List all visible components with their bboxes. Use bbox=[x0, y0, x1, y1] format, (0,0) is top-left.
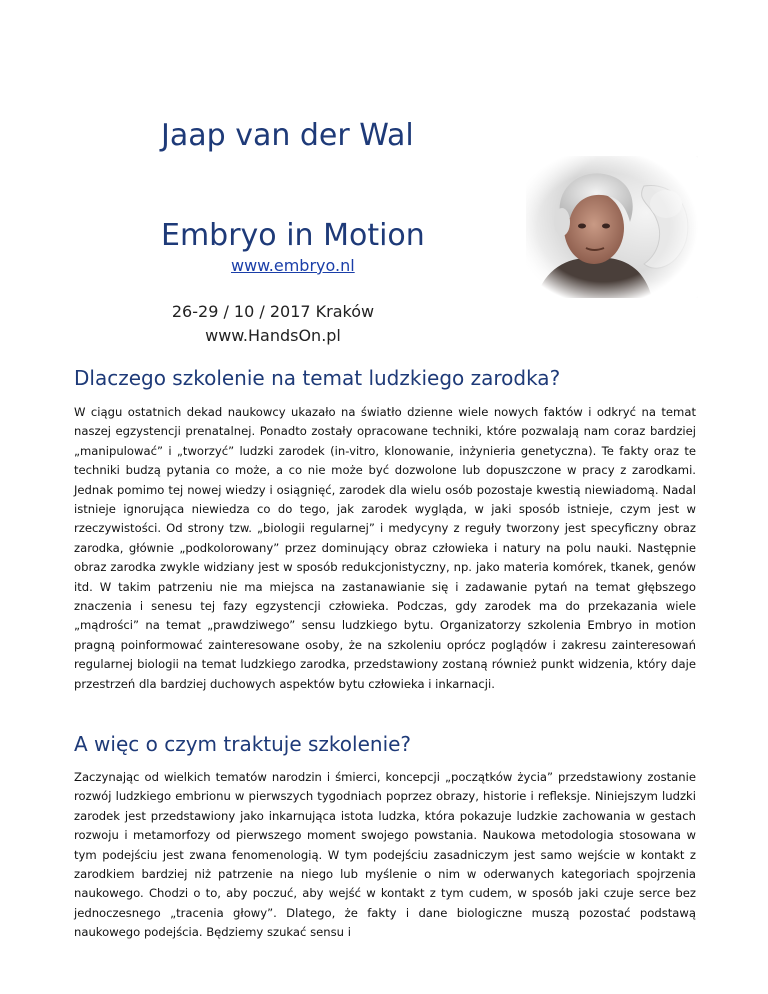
organizer-website: www.HandsOn.pl bbox=[205, 326, 341, 345]
author-name: Jaap van der Wal bbox=[161, 118, 414, 153]
section-heading-what: A więc o czym traktuje szkolenie? bbox=[74, 732, 412, 756]
section-heading-why: Dlaczego szkolenie na temat ludzkiego zarodka? bbox=[74, 366, 561, 390]
section-paragraph-what: Zaczynając od wielkich tematów narodzin i śmierci, koncepcji „początków życia” przedstawiony zostanie rozwój ludzkiego embrionu w pierwszych tygodniach poprzez obrazy, historie i refleksje. Niniejszym ludzki zarodek jest przedstawiony jako inkarnująca istota ludzka, która pokazuje ludzkie zachowania w gestach rozwoju i metamorfozy od pierwszego moment swojego powstania. Naukowa metodologia stosowana w tym podejściu jest zwana fenomenologią. W tym podejściu zasadniczym jest samo wejście w kontakt z zarodkiem bardziej niż patrzenie na niego lub myślenie o nim w oderwanych kategoriach spojrzenia naukowego. Chodzi o to, aby poczuć, aby wejść w kontakt z tym cudem, w sposób jaki czuje serce bez jednoczesnego „tracenia głowy”. Dlatego, że fakty i dane biologiczne muszą pozostać podstawą naukowego podejścia. Będziemy szukać sensu i bbox=[74, 770, 696, 940]
section-paragraph-why: W ciągu ostatnich dekad naukowcy ukazało na światło dzienne wiele nowych faktów i odkryć na temat naszej egzystencji prenatalnej. Ponadto zostały opracowane techniki, które pozwalają nam coraz bardziej „manipulować” i „tworzyć” ludzki zarodek (in-vitro, klonowanie, inżynieria genetyczna). Te fakty oraz te techniki budzą pytania co może, a co nie może być dozwolone lub dopuszczone w pracy z zarodkami. Jednak pomimo tej nowej wiedzy i osiągnięć, zarodek dla wielu osób pozostaje kwestią niewiadomą. Nadal istnieje ignorująca niewiedza co do tego, jak zarodek wygląda, w jaki sposób istnieje, czym jest w rzeczywistości. Od strony tzw. „biologii regularnej” i medycyny z reguły tworzony jest specyficzny obraz zarodka, głównie „podkolorowany” przez dominujący obraz człowieka i natury na polu nauki. Następnie obraz zarodka zwykle widziany jest w sposób redukcjonistyczny, np. jako materia komórek, tkanek, genów itd. W takim patrzeniu nie ma miejsca na zastanawianie się i zadawanie pytań na temat głębszego znaczenia i senesu tej fazy egzystencji człowieka. Podczas, gdy zarodek ma do przekazania wiele „mądrości” na temat „prawdziwego” sensu ludzkiego bytu. Organizatorzy szkolenia Embryo in motion pragną poinformować zainteresowane osoby, że na szkoleniu oprócz poglądów i zakresu zainteresowań regularnej biologii na temat ludzkiego zarodka, przedstawiony zostaną również punkt widzenia, który daje przestrzeń dla bardziej duchowych aspektów bytu człowieka i inkarnacji. bbox=[74, 405, 696, 691]
event-date-place: 26-29 / 10 / 2017 Kraków bbox=[171, 302, 375, 321]
event-title: Embryo in Motion bbox=[161, 218, 425, 253]
website-link[interactable]: www.embryo.nl bbox=[231, 256, 355, 275]
portrait-photo-icon bbox=[526, 156, 698, 298]
